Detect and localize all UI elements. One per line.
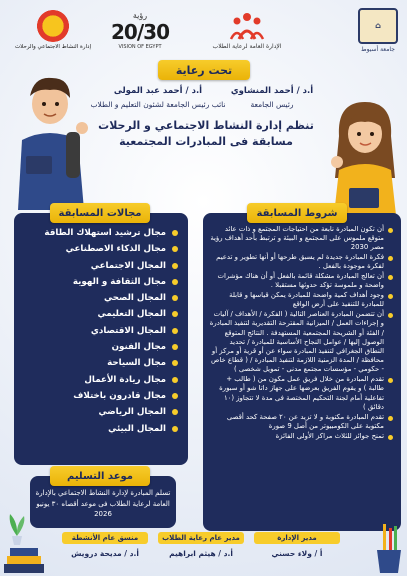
footer-role: مدير عام رعاية الطلاب <box>158 532 244 544</box>
field-item: المجال الرياضي <box>24 404 178 420</box>
condition-item: تقدم المبادرة من خلال فريق عمل مكون من ( طالب + طالبة ) و يقوم الفريق بعرضها على جهاز داتا شو أو سبورة تفاعلية أمام لجنة التحكيم المختصة فى مدة لا تتجاوز (١٠ دقائق ) <box>209 375 393 412</box>
field-item: المجال الاقتصادي <box>24 323 178 339</box>
conditions-list <box>209 225 393 441</box>
footer-name: أ.د / هيثم ابراهيم <box>169 549 233 558</box>
logo-strip <box>0 0 407 56</box>
field-item: المجال التعليمي <box>24 306 178 322</box>
condition-item: تمنح جوائز للثلاث مراكز الأولى الفائزة <box>209 432 393 441</box>
vision-year: 20/30 <box>111 19 169 44</box>
delivery-header: موعد التسليم <box>50 466 150 486</box>
university-emblem-icon: ⌂ <box>358 8 398 44</box>
footer-manager <box>254 532 340 558</box>
conditions-panel <box>203 213 401 531</box>
university-logo <box>355 6 401 54</box>
conditions-header: شروط المسابقة <box>247 203 347 223</box>
field-item: مجال ريادة الأعمال <box>24 372 178 388</box>
footer-role: منسق عام الأنشطة <box>62 532 148 544</box>
sponsor-vice-role: نائب رئيس الجامعة لشئون التعليم و الطلاب <box>90 100 226 109</box>
condition-item: وجود أهداف كمية واضحة للمبادرة يمكن قياسها و قابلة للمبادرة للتنفيذ على أرض الواقع <box>209 291 393 309</box>
vision-2030-logo <box>110 6 170 54</box>
delivery-text: تسلم المبادرة لإدارة النشاط الاجتماعي بالإدارة العامة لرعاية الطلاب فى موعد أقصاه ٣٠ يونيو 2026 <box>35 489 171 518</box>
footer-role: مدير الإدارة <box>254 532 340 544</box>
footer-name: أ.د / مديحة درويش <box>71 549 139 558</box>
sponsor-president <box>217 86 327 109</box>
plant-icon <box>4 510 30 546</box>
field-item: المجال الصحي <box>24 290 178 306</box>
sponsor-vice-president <box>88 86 228 109</box>
pencil-cup-icon <box>373 522 405 574</box>
field-item: مجال الذكاء الاصطناعي <box>24 241 178 257</box>
title-line-1: تنظم إدارة النشاط الاجتماعي و الرحلات <box>98 119 314 132</box>
activities-caption: إدارة النشاط الاجتماعي والرحلات <box>14 44 92 50</box>
field-item: المجال البيئي <box>24 421 178 437</box>
vision-top-text: رؤية <box>132 10 148 20</box>
condition-item: تقدم المبادرة مكتوبة و لا تزيد عن ٢٠ صفحة كحد أقصى مكتوبة على الكومبيوتر من أصل 9 صورة <box>209 413 393 431</box>
condition-item: فكرة المبادرة جديدة لم يسبق طرحها أو أنها تطوير و تدعيم لفكرة موجودة بالفعل . <box>209 253 393 271</box>
sponsor-president-role: رئيس الجامعة <box>250 100 294 109</box>
books-icon <box>2 544 46 574</box>
field-item: مجال الثقافة و الهوية <box>24 274 178 290</box>
fields-panel <box>14 213 188 465</box>
footer-coordinator <box>62 532 148 558</box>
sponsor-banner: تحت رعاية <box>158 60 250 80</box>
condition-item: أن تتضمن المبادرة العناصر التالية ( الفكرة / الأهداف / آليات و إجراءات العمل / الميزانية المقترحة التقديرية لتنفيذ المبادرة / الفئة أو الشريحة المجتمعية المستهدفة . النتائج المتوقع الوصول إليها / عوامل النجاح الأساسية للمبادرة / تحديد النطاق الجغرافي لتنفيذ المبادرة سواء عن أو قرية أو مركز أو محافظة / المدة الزمنية اللازمة لتنفيذ المبادرة / ( قطاع خاص - حكومي - مؤسسات مجتمع مدنى - تمويل شخصى ) <box>209 310 393 374</box>
people-icon <box>223 11 271 41</box>
activities-logo <box>8 6 98 54</box>
general-admin-logo <box>187 6 307 54</box>
footer-name: أ / ولاء حسني <box>271 549 323 558</box>
field-item: مجال قادرون باختلاف <box>24 388 178 404</box>
page-title <box>92 118 320 150</box>
footer-general-director <box>158 532 244 558</box>
condition-item: أن تعالج المبادرة مشكلة قائمة بالفعل أو أن هناك مؤشرات واضحة و ملموسة تؤكد حدوثها مستقبلا . <box>209 272 393 290</box>
sponsor-vice-name: أ.د / أحمد عبد المولى <box>113 86 203 96</box>
fields-header: مجالات المسابقة <box>50 203 150 223</box>
vision-sub: VISION OF EGYPT <box>118 43 162 50</box>
condition-item: أن تكون المبادرة نابعة من احتياجات المجتمع و ذات عائد متوقع ملموس على المجتمع و البيئة و ترتبط بأحد أهداف رؤية مصر 2030 <box>209 225 393 253</box>
boy-student-illustration <box>4 70 94 210</box>
field-item: مجال السياحة <box>24 355 178 371</box>
activities-emblem-icon <box>32 10 74 42</box>
field-item: مجال الفنون <box>24 339 178 355</box>
field-item: المجال الاجتماعي <box>24 258 178 274</box>
signatures-footer <box>62 532 340 570</box>
fields-list <box>24 225 178 437</box>
sponsor-president-name: أ.د / أحمد المنشاوي <box>230 86 314 96</box>
general-admin-caption: الإدارة العامة لرعاية الطلاب <box>212 42 282 50</box>
title-line-2: مسابقة فى المبادرات المجتمعية <box>119 135 293 148</box>
university-caption: جامعة أسيوط <box>361 45 395 53</box>
field-item: مجال ترشيد استهلاك الطاقة <box>24 225 178 241</box>
